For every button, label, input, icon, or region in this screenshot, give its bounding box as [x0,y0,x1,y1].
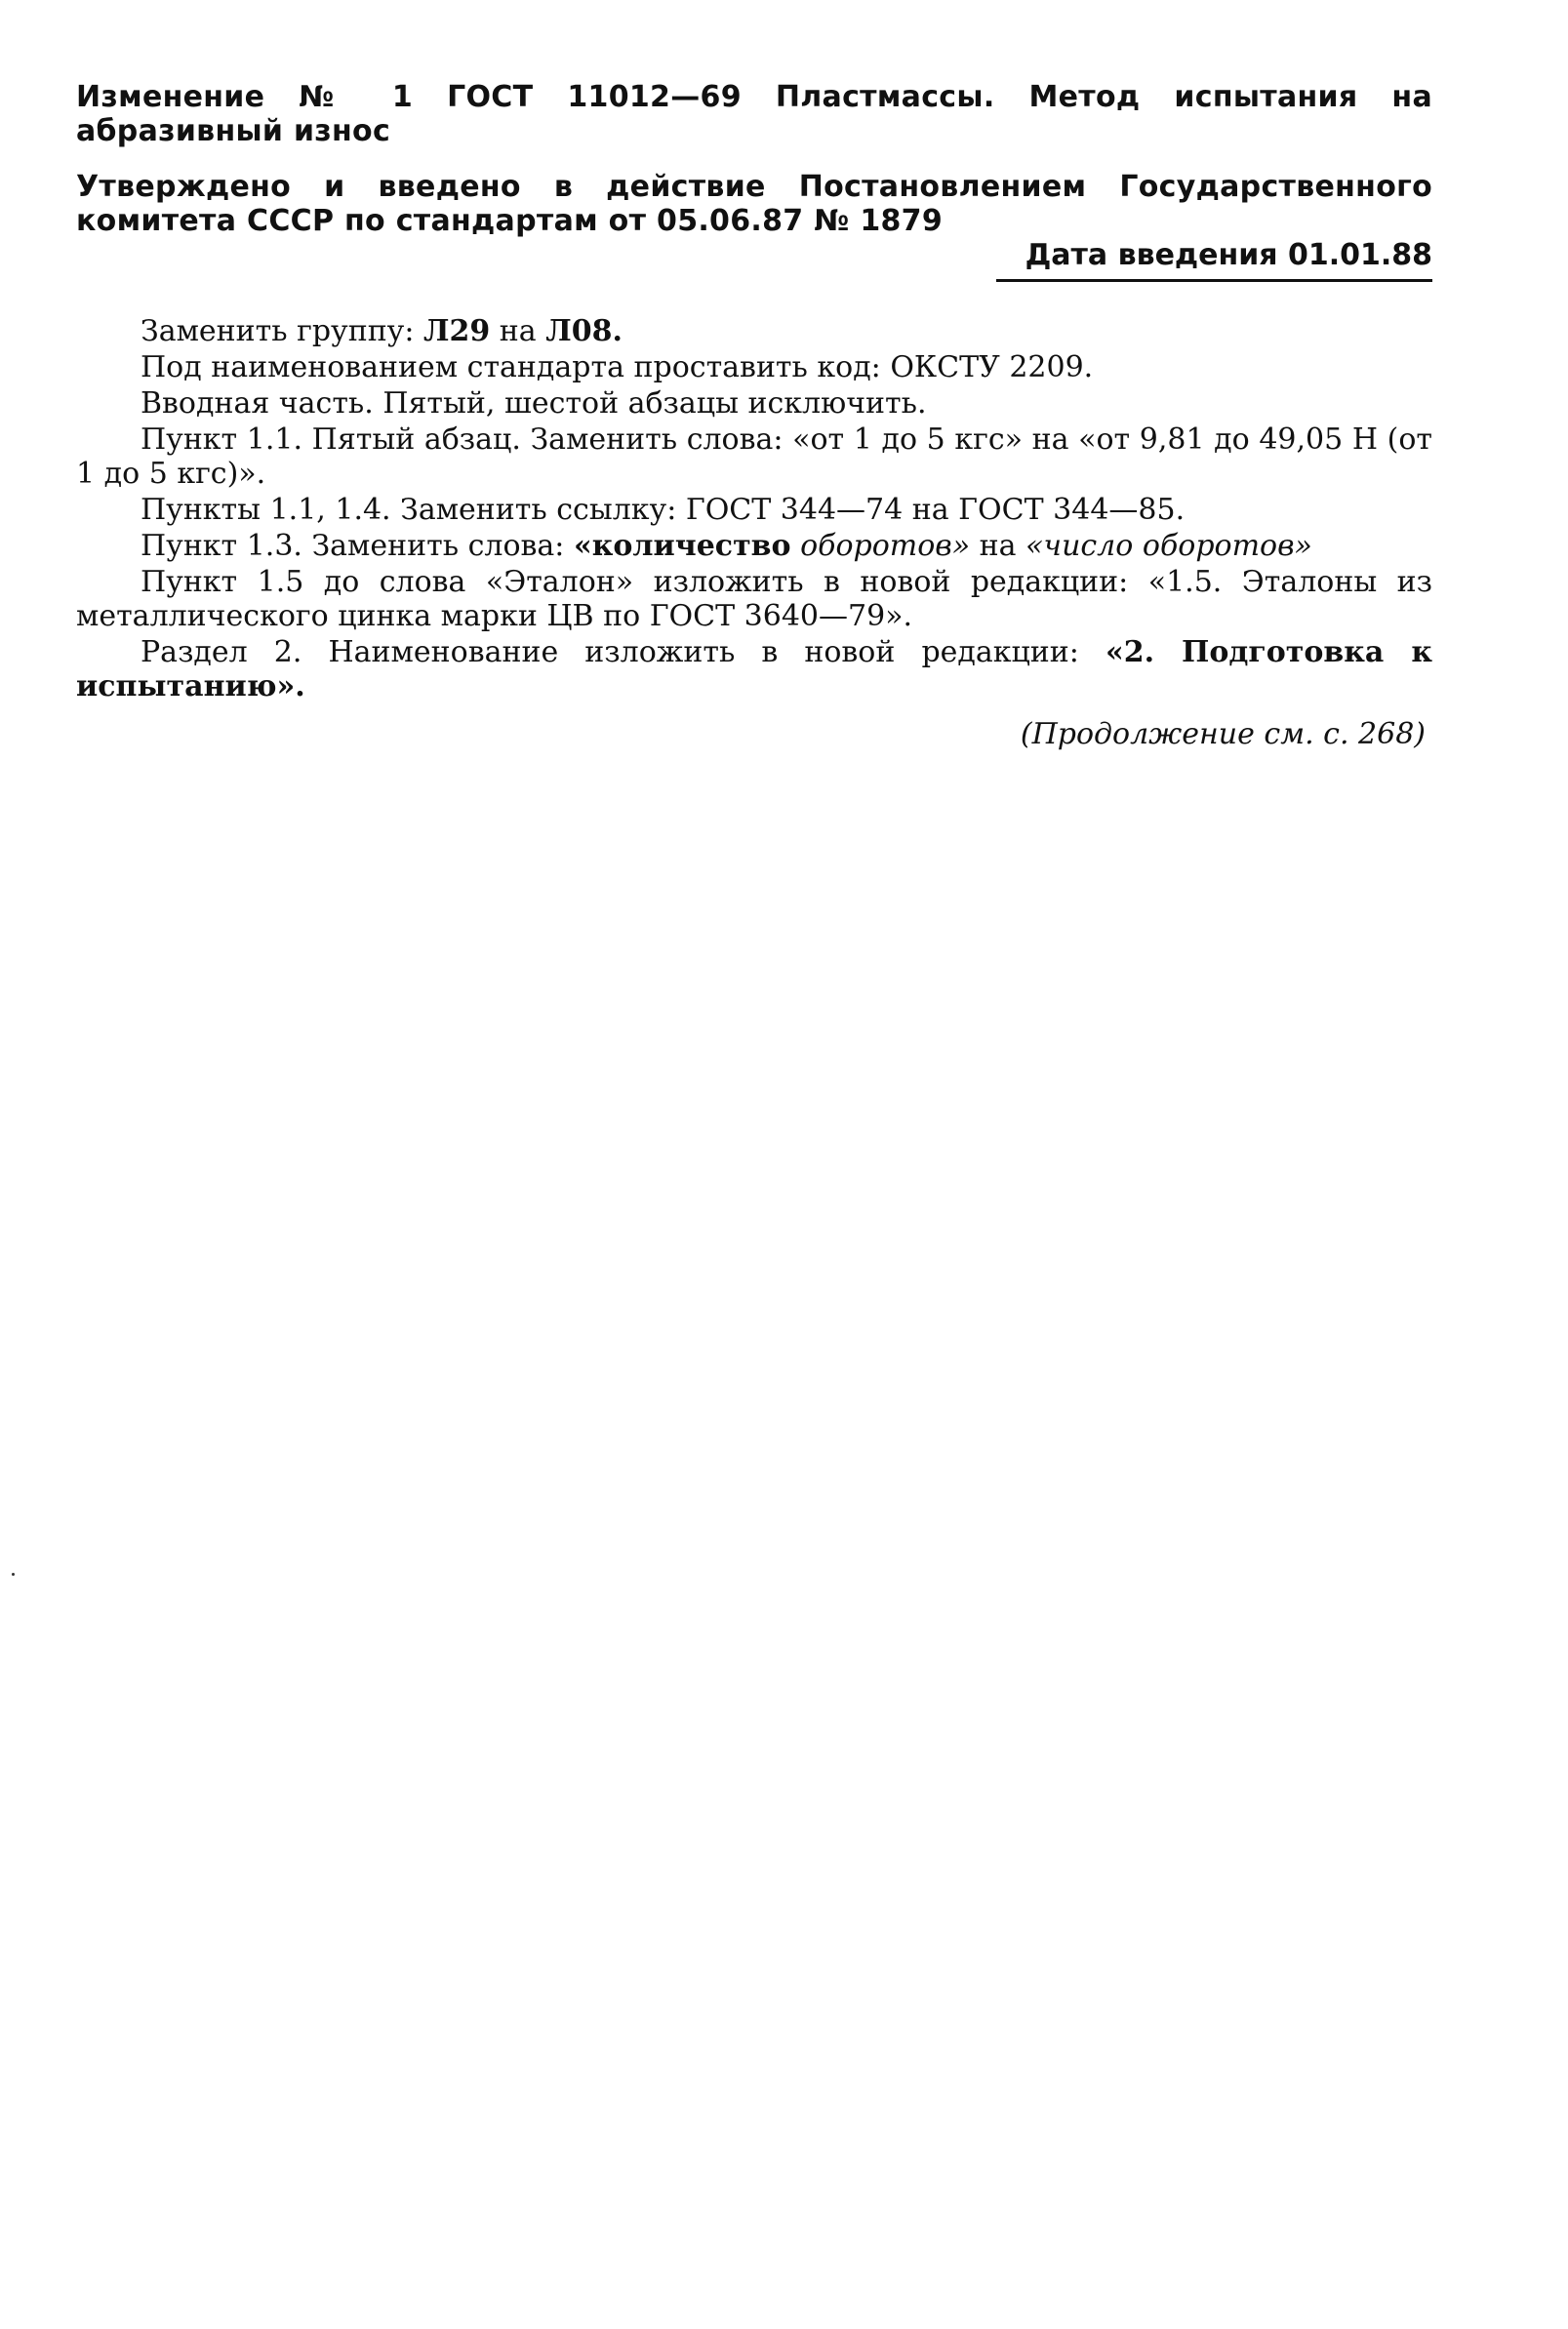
paragraph-text: на [490,314,546,348]
old-wording: «количество [573,529,791,563]
paragraph-section-2 [76,635,1432,703]
paragraph-text: Заменить группу: [141,314,423,348]
continuation-note: (Продолжение см. с. 268) [1020,717,1426,751]
new-wording: «число оборотов» [1025,529,1312,563]
new-section-title: «2. Подготовка к испытанию». [76,635,1432,703]
paragraph-text: Пункт 1.3. Заменить слова: [141,529,574,563]
paragraph-item-1-3 [76,529,1432,563]
paragraph-text: Раздел 2. Наименование изложить в новой редакции: [141,635,1106,669]
amendment-body [76,314,1432,705]
paragraph-item-1-1: Пункт 1.1. Пятый абзац. Заменить слова: «от 1 до 5 кгс» на «от 9,81 до 49,05 Н (от 1 до 5 кгс)». [76,422,1432,491]
old-wording: оборотов» [790,529,971,563]
old-group-code: Л29 [422,314,491,348]
new-group-code: Л08. [545,314,623,348]
approval-statement: Утверждено и введено в действие Постановлением Государственного комитета СССР по стандартам от 05.06.87 № 1879 [76,170,1432,238]
paragraph-group-replacement [76,314,1432,348]
scan-speck [12,1573,15,1576]
effective-date: Дата введения 01.01.88 [996,238,1432,282]
paragraph-items-1-1-1-4: Пункты 1.1, 1.4. Заменить ссылку: ГОСТ 344—74 на ГОСТ 344—85. [141,493,1186,527]
paragraph-text: на [970,529,1026,563]
paragraph-item-1-5: Пункт 1.5 до слова «Эталон» изложить в новой редакции: «1.5. Эталоны из металлического цинка марки ЦВ по ГОСТ 3640—79». [76,565,1432,633]
document-title: Изменение № 1 ГОСТ 11012—69 Пластмассы. Метод испытания на абразивный износ [76,80,1432,148]
paragraph-intro-part: Вводная часть. Пятый, шестой абзацы исключить. [141,386,927,421]
paragraph-oksty-code: Под наименованием стандарта проставить код: ОКСТУ 2209. [141,350,1094,384]
